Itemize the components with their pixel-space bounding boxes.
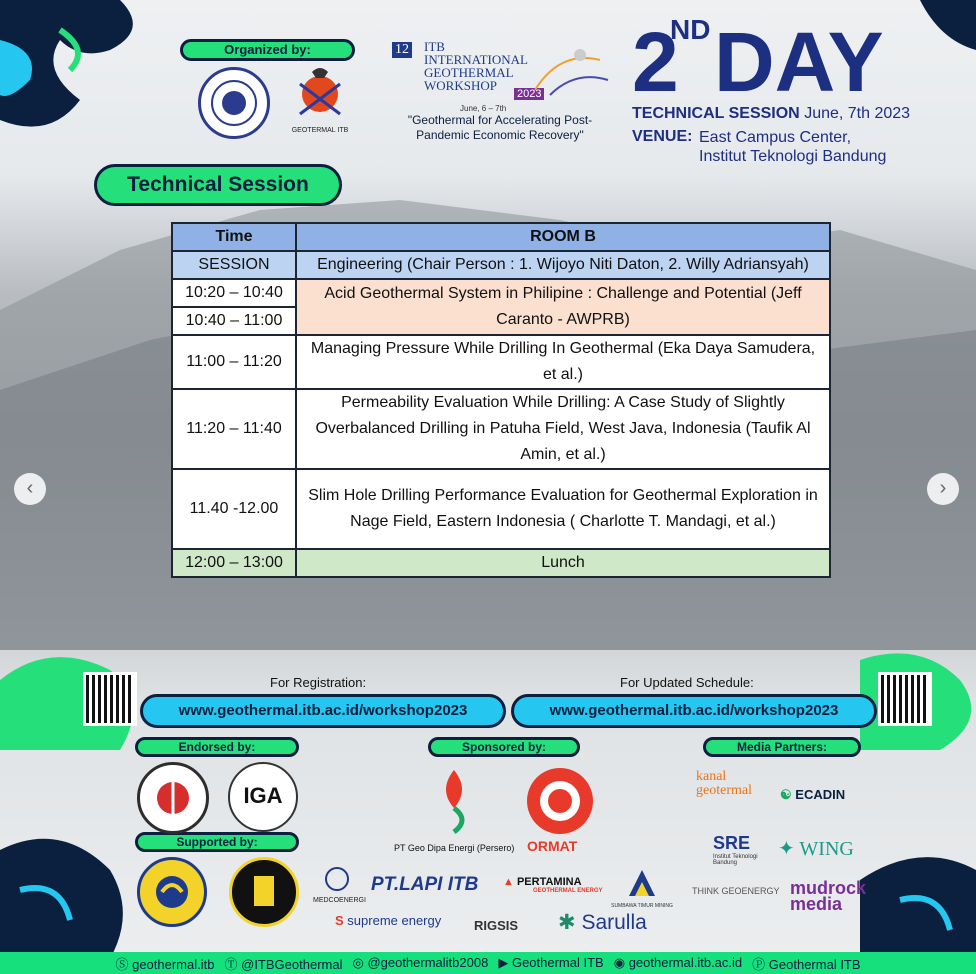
ecadin-logo: ☯ ECADIN — [780, 787, 846, 802]
linkedin-link[interactable] — [752, 954, 860, 973]
registration-qr-code — [83, 672, 137, 726]
time-cell: 10:20 – 10:40 — [172, 279, 296, 307]
time-cell: 11:00 – 11:20 — [172, 335, 296, 389]
talk-cell: Lunch — [296, 549, 830, 577]
workshop-edition: 12 — [392, 42, 412, 58]
workshop-illustration — [530, 40, 610, 100]
media-partners-badge: Media Partners: — [703, 737, 861, 757]
facebook-link[interactable] — [115, 954, 214, 973]
website-handle: geothermal.itb.ac.id — [628, 955, 743, 970]
time-cell: 11:20 – 11:40 — [172, 389, 296, 469]
geotermal-itb-label: GEOTERMAL ITB — [291, 127, 349, 134]
workshop-name-line3: GEOTHERMAL — [424, 65, 514, 80]
youtube-icon: ▶ — [498, 955, 509, 970]
supreme-energy-logo: S supreme energy — [335, 913, 442, 928]
talk-cell: Acid Geothermal System in Philipine : Challenge and Potential (Jeff Caranto - AWPRB) — [296, 279, 830, 335]
chevron-right-icon: › — [939, 477, 947, 499]
carousel-next-button[interactable] — [927, 473, 959, 505]
cloud-ornament-top-left — [0, 0, 160, 170]
rigsis-logo: RIGSIS — [474, 918, 519, 933]
venue-label: VENUE: — [632, 128, 693, 145]
registration-link[interactable]: www.geothermal.itb.ac.id/workshop2023 — [140, 694, 506, 728]
cloud-ornament-top-right — [900, 0, 976, 60]
instagram-handle: @geothermalitb2008 — [367, 955, 489, 970]
workshop-dates: June, 6 – 7th — [460, 104, 507, 113]
sarulla-logo: ✱ Sarulla — [558, 911, 647, 934]
schedule-label: For Updated Schedule: — [620, 675, 754, 690]
supported-by-badge: Supported by: — [135, 832, 299, 852]
day-suffix: ND — [670, 14, 711, 45]
workshop-name-line2: INTERNATIONAL — [424, 52, 528, 67]
schedule-table — [171, 222, 831, 578]
session-label-cell: SESSION — [172, 251, 296, 279]
workshop-name-line1: ITB — [424, 39, 445, 54]
session-date: June, 7th 2023 — [804, 105, 911, 122]
endorsed-by-badge: Endorsed by: — [135, 737, 299, 757]
twitter-link[interactable] — [224, 954, 342, 973]
day-heading — [632, 14, 884, 109]
instagram-link[interactable] — [352, 955, 488, 971]
registration-label: For Registration: — [270, 675, 367, 690]
lapi-logo: PT.LAPI ITB — [371, 874, 479, 895]
supported-logo-2 — [229, 857, 299, 927]
col-header-room: ROOM B — [296, 223, 830, 251]
facebook-handle: geothermal.itb — [132, 956, 215, 972]
sarulla-label: Sarulla — [581, 911, 647, 934]
twitter-handle: @ITBGeothermal — [241, 956, 343, 972]
itb-logo — [198, 67, 270, 139]
twitter-icon: Ⓣ — [224, 956, 238, 972]
col-header-time: Time — [172, 223, 296, 251]
ormat-label: ORMAT — [527, 838, 578, 854]
talk-cell: Managing Pressure While Drilling In Geothermal (Eka Daya Samudera, et al.) — [296, 335, 830, 389]
footer-social-bar — [0, 952, 976, 974]
sre-sub-label: Institut Teknologi Bandung — [713, 854, 758, 866]
session-label: TECHNICAL SESSION — [632, 105, 800, 122]
section-title: Technical Session — [94, 164, 342, 206]
medco-label: MEDCOENERGI — [313, 897, 366, 904]
sponsored-by-badge: Sponsored by: — [428, 737, 580, 757]
workshop-year: 2023 — [514, 88, 544, 100]
time-cell: 11.40 -12.00 — [172, 469, 296, 549]
talk-cell: Permeability Evaluation While Drilling: A Case Study of Slightly Overbalanced Drilling in Patuha Field, West Java, Indonesia (Taufik Al Amin, et al.) — [296, 389, 830, 469]
pertamina-logo: ▲ PERTAMINA GEOTHERMAL ENERGY — [503, 876, 603, 894]
website-link[interactable] — [614, 955, 742, 971]
think-geoenergy-logo: THINK GEOENERGY — [692, 886, 780, 896]
geo-dipa-logo — [434, 768, 474, 834]
schedule-link[interactable]: www.geothermal.itb.ac.id/workshop2023 — [511, 694, 877, 728]
workshop-tagline: "Geothermal for Accelerating Post-Pandemic Economic Recovery" — [407, 113, 593, 142]
facebook-icon: Ⓢ — [115, 956, 129, 972]
organized-by-badge: Organized by: — [180, 39, 355, 61]
pertamina-label: PERTAMINA — [516, 876, 582, 888]
carousel-prev-button[interactable] — [14, 473, 46, 505]
time-cell: 10:40 – 11:00 — [172, 307, 296, 335]
mudrock-media-logo: mudrock media — [790, 878, 867, 914]
sumbawa-logo — [606, 868, 678, 909]
venue-line2: Institut Teknologi Bandung — [699, 148, 887, 165]
sre-logo — [713, 833, 769, 866]
venue-line1: East Campus Center, — [699, 129, 852, 146]
sumbawa-label: SUMBAWA TIMUR MINING — [611, 903, 673, 909]
day-number: 2 — [632, 15, 679, 109]
day-word: DAY — [714, 15, 884, 109]
talk-cell: Slim Hole Drilling Performance Evaluation for Geothermal Exploration in Nage Field, Eastern Indonesia ( Charlotte T. Mandagi, et al.) — [296, 469, 830, 549]
ormat-logo — [527, 768, 593, 834]
youtube-handle: Geothermal ITB — [511, 955, 604, 970]
schedule-qr-code — [878, 672, 932, 726]
wing-logo: ✦ WING — [778, 838, 854, 860]
ecadin-label: ECADIN — [795, 787, 846, 802]
instagram-icon: ◎ — [352, 955, 364, 970]
geo-dipa-label: PT Geo Dipa Energi (Persero) — [394, 843, 515, 853]
session-value-cell: Engineering (Chair Person : 1. Wijoyo Niti Daton, 2. Willy Adriansyah) — [296, 251, 830, 279]
api-association-logo — [137, 762, 209, 834]
supreme-label: supreme energy — [347, 913, 442, 928]
linkedin-handle: Geothermal ITB — [768, 956, 861, 972]
chevron-left-icon: ‹ — [26, 477, 34, 499]
pertamina-sub-label: GEOTHERMAL ENERGY — [533, 888, 603, 894]
linkedin-icon: Ⓟ — [752, 956, 766, 972]
iga-logo — [228, 762, 298, 832]
supported-logo-1 — [137, 857, 207, 927]
youtube-link[interactable] — [498, 955, 603, 971]
sre-label: SRE — [713, 833, 751, 853]
geotermal-itb-logo — [290, 64, 350, 134]
workshop-logo — [390, 38, 610, 118]
globe-icon: ◉ — [613, 955, 626, 970]
wing-label: WING — [799, 838, 854, 860]
kanal-geotermal-logo: kanal geotermal — [696, 769, 752, 798]
medco-logo — [313, 866, 366, 904]
iga-text: IGA — [243, 783, 283, 808]
workshop-name-line4: WORKSHOP — [424, 78, 497, 93]
time-cell: 12:00 – 13:00 — [172, 549, 296, 577]
